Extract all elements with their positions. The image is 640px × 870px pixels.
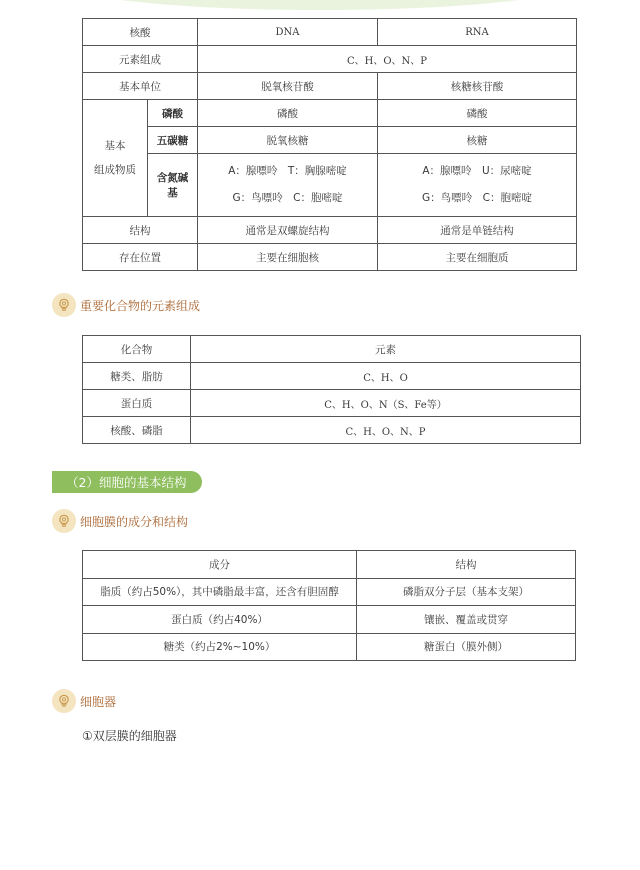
row-sublabel: 五碳糖 — [148, 127, 198, 154]
header-cell: 核酸 — [83, 19, 198, 46]
table-row — [83, 390, 581, 417]
table-row — [83, 100, 577, 127]
table-cell: 蛋白质 — [83, 390, 191, 417]
table-cell: 蛋白质（约占40%） — [83, 606, 357, 634]
row-label: 基本单位 — [83, 73, 198, 100]
basic-label-line: 组成物质 — [94, 164, 136, 176]
table-row — [83, 46, 577, 73]
cell-line: G：鸟嘌呤 C：胞嘧啶 — [422, 192, 532, 204]
table-cell: 磷脂双分子层（基本支架） — [357, 578, 576, 606]
table-cell: 主要在细胞核 — [198, 244, 378, 271]
table-row — [83, 363, 581, 390]
lightbulb-icon — [52, 689, 76, 713]
header-cell: DNA — [198, 19, 378, 46]
table-cell: 脂质（约占50%），其中磷脂最丰富，还含有胆固醇 — [83, 578, 357, 606]
table-cell: 脱氧核糖 — [198, 127, 378, 154]
table-cell: 磷酸 — [198, 100, 378, 127]
table-row — [83, 127, 577, 154]
row-label: 存在位置 — [83, 244, 198, 271]
table-cell: 糖类、脂肪 — [83, 363, 191, 390]
basic-label-line: 基本 — [104, 140, 126, 152]
lightbulb-icon — [52, 293, 76, 317]
table-cell: 核酸、磷脂 — [83, 417, 191, 444]
table-cell: C、H、O — [191, 363, 581, 390]
membrane-table — [82, 550, 576, 661]
header-cell: 成分 — [83, 551, 357, 579]
table-row — [83, 244, 577, 271]
row-label: 元素组成 — [83, 46, 198, 73]
table-cell: 糖蛋白（膜外侧） — [357, 633, 576, 661]
cell-line: A：腺嘌呤 T：胸腺嘧啶 — [228, 165, 347, 177]
table-cell: 主要在细胞质 — [378, 244, 577, 271]
table-row — [83, 633, 576, 661]
nucleic-acid-table — [82, 18, 577, 271]
section-pill: （2）细胞的基本结构 — [52, 471, 202, 493]
row-label-basic-substances — [83, 100, 148, 217]
table-cell — [198, 154, 378, 217]
table-row — [83, 606, 576, 634]
heading-text: 细胞膜的成分和结构 — [80, 514, 189, 529]
top-decoration — [60, 0, 580, 10]
table-cell: 核糖核苷酸 — [378, 73, 577, 100]
table-cell: C、H、O、N（S、Fe等） — [191, 390, 581, 417]
header-cell: 化合物 — [83, 336, 191, 363]
section-heading — [52, 509, 188, 533]
table-cell: 糖类（约占2%~10%） — [83, 633, 357, 661]
table-cell: 通常是双螺旋结构 — [198, 217, 378, 244]
table-cell: 脱氧核苷酸 — [198, 73, 378, 100]
section-heading — [52, 293, 200, 317]
header-cell: 元素 — [191, 336, 581, 363]
section-heading — [52, 689, 116, 713]
table-cell — [378, 154, 577, 217]
compound-elements-table — [82, 335, 581, 444]
heading-text: 重要化合物的元素组成 — [80, 298, 201, 313]
row-sublabel: 含氮碱基 — [148, 154, 198, 217]
table-cell: 核糖 — [378, 127, 577, 154]
subheading: ①双层膜的细胞器 — [82, 729, 177, 743]
header-cell: 结构 — [357, 551, 576, 579]
header-cell: RNA — [378, 19, 577, 46]
table-cell: 通常是单链结构 — [378, 217, 577, 244]
cell-line: G：鸟嘌呤 C：胞嘧啶 — [232, 192, 343, 204]
table-cell: 镶嵌、覆盖或贯穿 — [357, 606, 576, 634]
table-row — [83, 578, 576, 606]
table-cell: C、H、O、N、P — [191, 417, 581, 444]
cell-line: A：腺嘌呤 U：尿嘧啶 — [422, 165, 532, 177]
table-row — [83, 73, 577, 100]
table-row — [83, 217, 577, 244]
table-cell: 磷酸 — [378, 100, 577, 127]
table-cell: C、H、O、N、P — [198, 46, 577, 73]
lightbulb-icon — [52, 509, 76, 533]
heading-text: 细胞器 — [80, 694, 117, 709]
table-row — [83, 336, 581, 363]
table-row — [83, 154, 577, 217]
table-row — [83, 19, 577, 46]
row-sublabel: 磷酸 — [148, 100, 198, 127]
table-row — [83, 417, 581, 444]
row-label: 结构 — [83, 217, 198, 244]
table-row — [83, 551, 576, 579]
